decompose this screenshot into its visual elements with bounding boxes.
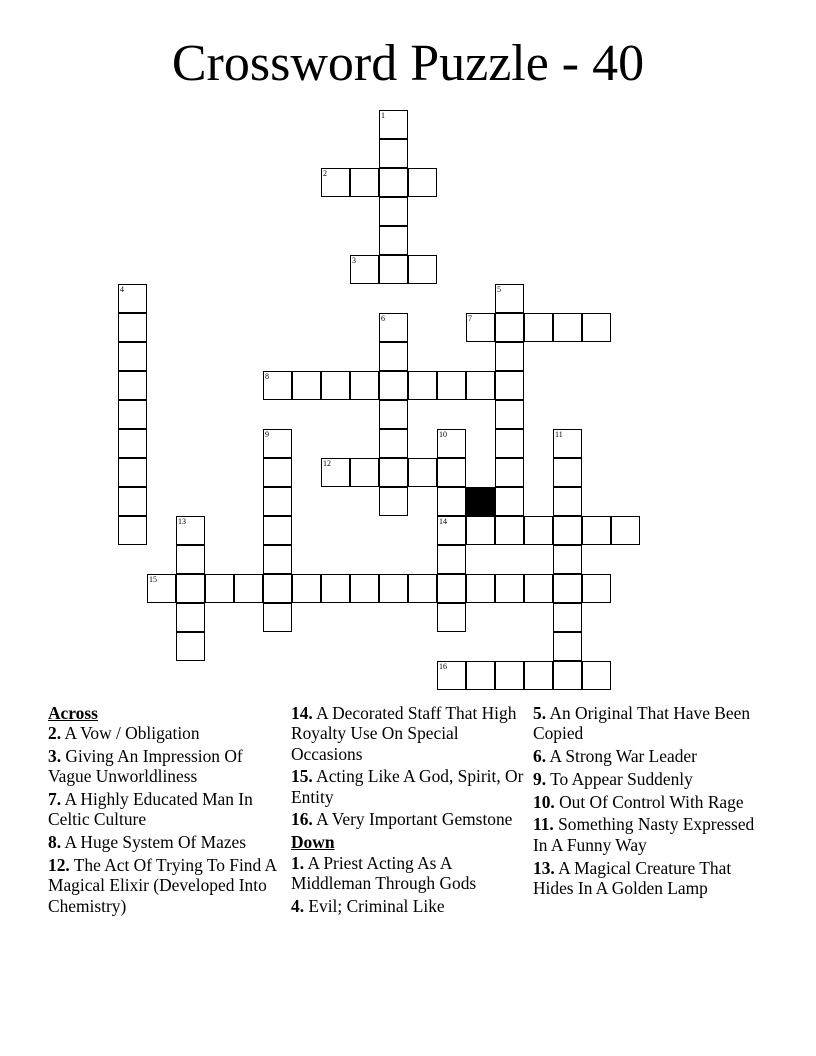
clue-down-10 [533, 792, 769, 812]
clue-number: 11. [533, 814, 554, 835]
clue-number-label: 12 [323, 459, 331, 468]
clue-number-label: 7 [468, 314, 472, 323]
clue-number: 6. [533, 746, 547, 767]
clue-number: 15. [291, 766, 313, 787]
clue-number: 7. [48, 789, 62, 810]
clue-number: 9. [533, 768, 547, 789]
clue-text: A Magical Creature That Hides In A Golden Lamp [533, 857, 732, 898]
clue-text: A Very Important Gemstone [316, 809, 513, 830]
across-heading: Across [48, 703, 98, 723]
clue-number: 8. [48, 832, 62, 853]
clue-number-label: 16 [439, 662, 447, 671]
clue-number: 1. [291, 852, 305, 873]
clue-text: Giving An Impression Of Vague Unworldliness [48, 746, 243, 787]
page-title: Crossword Puzzle - 40 [171, 35, 645, 92]
clue-number-label: 10 [439, 430, 447, 439]
clue-number: 3. [48, 746, 62, 767]
clue-text: A Huge System Of Mazes [64, 832, 247, 853]
clue-number-label: 1 [381, 111, 385, 120]
clue-number: 12. [48, 855, 70, 876]
clue-number-label: 15 [149, 575, 157, 584]
clue-number: 13. [533, 857, 555, 878]
clue-number-label: 11 [555, 430, 563, 439]
clue-number-label: 5 [497, 285, 501, 294]
clue-across-2 [48, 723, 284, 743]
clue-text: The Act Of Trying To Find A Magical Elixir (Developed Into Chemistry) [48, 855, 277, 916]
clue-number: 2. [48, 723, 62, 744]
clue-text: A Strong War Leader [549, 746, 697, 767]
clue-down-5 [533, 703, 769, 744]
clue-text: A Vow / Obligation [64, 723, 200, 744]
clue-number-label: 6 [381, 314, 385, 323]
clue-across-14 [291, 703, 527, 764]
clue-text: An Original That Have Been Copied [533, 703, 751, 744]
clue-text: To Appear Suddenly [550, 768, 693, 789]
clue-down-13 [533, 858, 769, 899]
clue-down-1 [291, 853, 527, 894]
clue-number: 4. [291, 895, 305, 916]
clue-down-4 [291, 896, 527, 916]
clue-number-label: 3 [352, 256, 356, 265]
clue-text: A Highly Educated Man In Celtic Culture [48, 789, 253, 830]
clue-across-15 [291, 766, 527, 807]
clue-text: Evil; Criminal Like [308, 895, 445, 916]
clue-across-16 [291, 809, 527, 829]
clue-text: Acting Like A God, Spirit, Or Entity [291, 766, 524, 807]
clue-number-label: 2 [323, 169, 327, 178]
clue-down-9 [533, 769, 769, 789]
clue-number: 16. [291, 809, 313, 830]
clue-text: A Priest Acting As A Middleman Through Gods [291, 852, 477, 893]
clue-number-label: 14 [439, 517, 447, 526]
clue-number-label: 8 [265, 372, 269, 381]
clues-column-1 [48, 703, 284, 918]
clue-number-label: 4 [120, 285, 124, 294]
clue-number: 5. [533, 703, 547, 723]
clue-text: A Decorated Staff That High Royalty Use On Special Occasions [291, 703, 517, 764]
clue-text: Something Nasty Expressed In A Funny Way [533, 814, 755, 855]
clue-down-6 [533, 746, 769, 766]
clue-down-11 [533, 814, 769, 855]
clues-column-2 [291, 703, 527, 918]
clue-number: 10. [533, 791, 555, 812]
clue-number-label: 9 [265, 430, 269, 439]
clue-number: 14. [291, 703, 313, 723]
clue-across-7 [48, 789, 284, 830]
clue-across-12 [48, 855, 284, 916]
clue-number-label: 13 [178, 517, 186, 526]
clue-text: Out Of Control With Rage [559, 791, 744, 812]
clues-column-3 [533, 703, 769, 901]
clue-across-3 [48, 746, 284, 787]
clue-across-8 [48, 832, 284, 852]
down-heading: Down [291, 832, 335, 853]
